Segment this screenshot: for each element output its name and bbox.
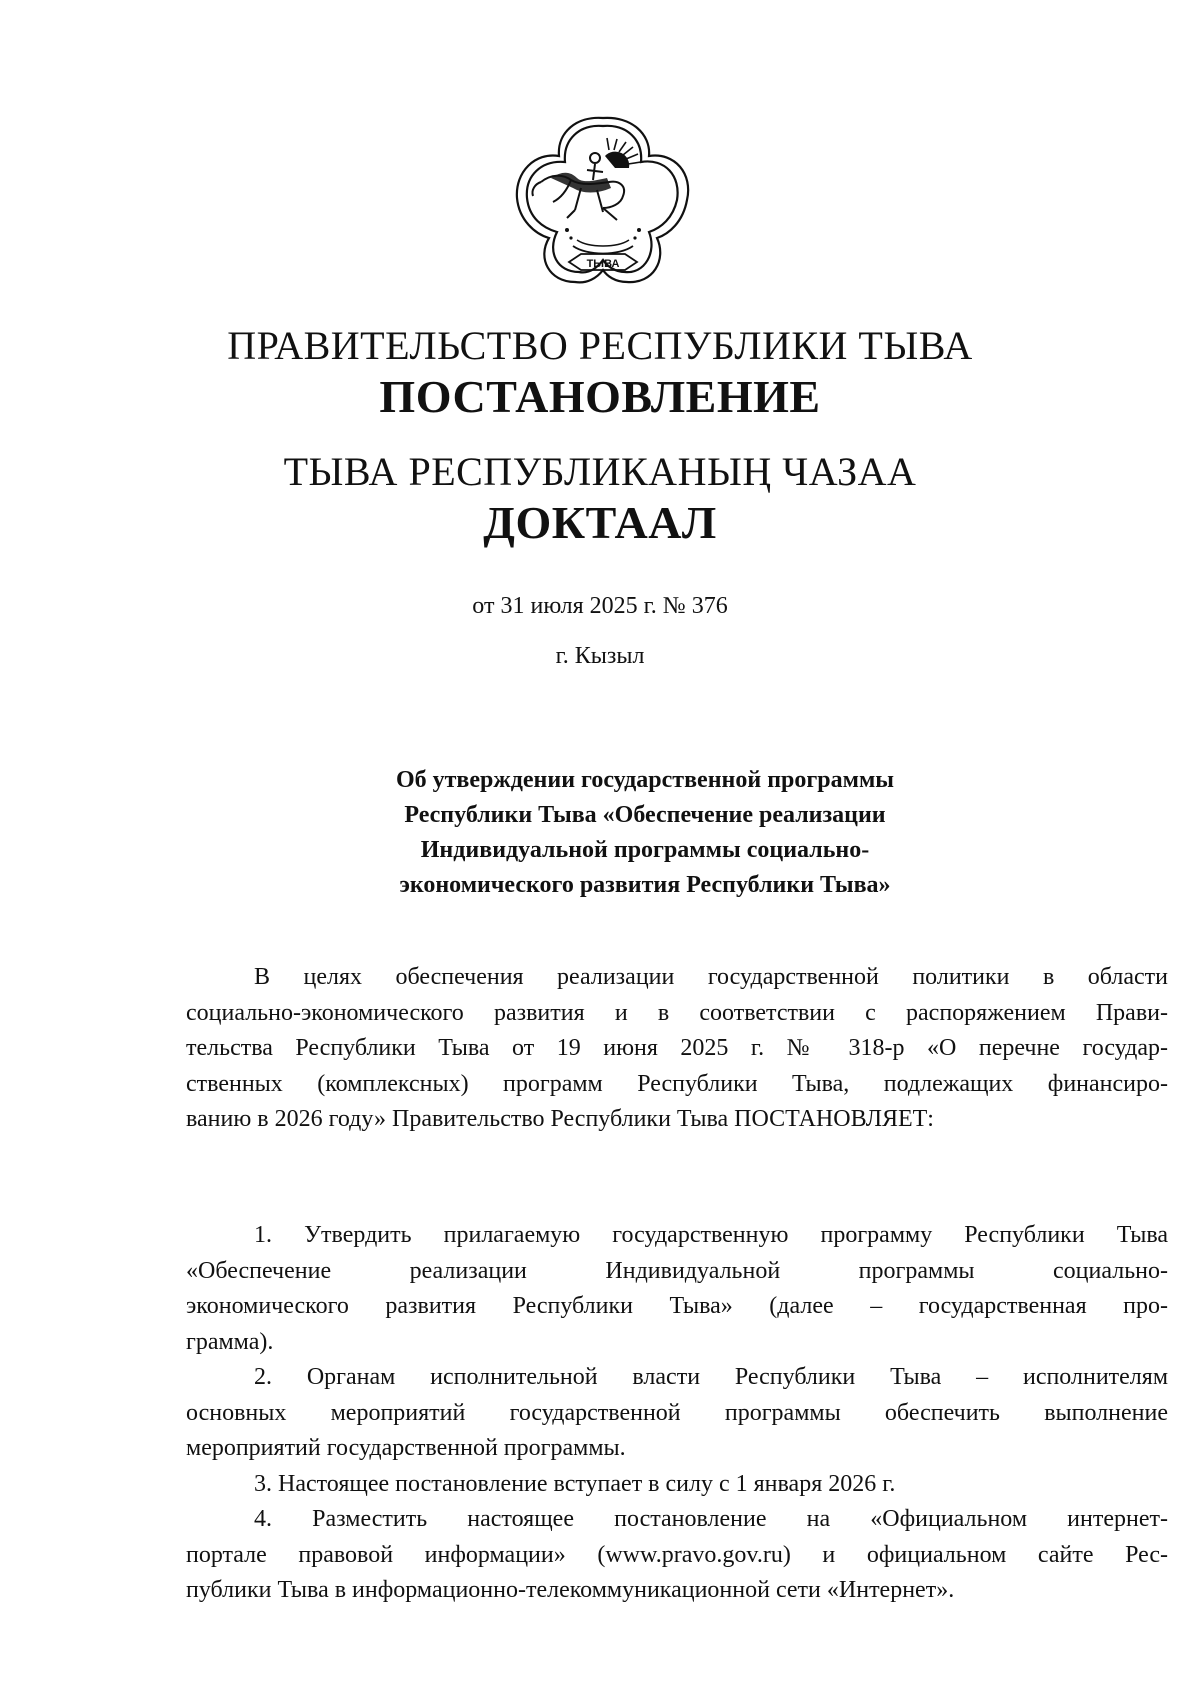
- title-line: Республики Тыва «Обеспечение реализации: [404, 802, 886, 828]
- text-line: 4. Разместить настоящее постановление на «Официальном интернет-: [254, 1506, 1168, 1532]
- text-line: портале правовой информации» (www.pravo.gov.ru) и официальном сайте Рес-: [186, 1541, 1168, 1568]
- government-name-tyv: ТЫВА РЕСПУБЛИКАНЫҢ ЧАЗАА: [283, 449, 917, 494]
- text-line: 2. Органам исполнительной власти Республики Тыва – исполнителям: [254, 1364, 1168, 1390]
- text-line: 1. Утвердить прилагаемую государственную программу Республики Тыва: [254, 1222, 1168, 1248]
- text-line: ванию в 2026 году» Правительство Республики Тыва ПОСТАНОВЛЯЕТ:: [186, 1106, 934, 1132]
- title-line: Индивидуальной программы социально-: [420, 837, 870, 863]
- text-line: грамма).: [186, 1328, 274, 1355]
- resolution-item-4: [186, 1502, 1168, 1609]
- text-line: социально-экономического развития и в соответствии с распоряжением Прави-: [186, 999, 1168, 1026]
- tuva-coat-of-arms-icon: [511, 112, 695, 290]
- resolution-item-2: [186, 1360, 1168, 1467]
- document-city: г. Кызыл: [555, 643, 645, 669]
- resolution-heading-tyv: ДОКТААЛ: [483, 497, 717, 548]
- resolution-item-3: [186, 1467, 1168, 1503]
- text-line: тельства Республики Тыва от 19 июня 2025 г. № 318-р «О перечне государ-: [186, 1035, 1168, 1061]
- document-title: [320, 763, 970, 903]
- government-name-ru: ПРАВИТЕЛЬСТВО РЕСПУБЛИКИ ТЫВА: [227, 323, 973, 368]
- text-line: 3. Настоящее постановление вступает в силу с 1 января 2026 г.: [254, 1470, 896, 1497]
- emblem-label: ТЫВА: [586, 258, 620, 270]
- text-line: В целях обеспечения реализации государственной политики в области: [254, 964, 1168, 990]
- resolution-heading-ru: ПОСТАНОВЛЕНИЕ: [379, 371, 821, 422]
- text-line: «Обеспечение реализации Индивидуальной программы социально-: [186, 1257, 1168, 1284]
- text-line: публики Тыва в информационно-телекоммуникационной сети «Интернет».: [186, 1577, 955, 1603]
- document-date-number: от 31 июля 2025 г. № 376: [472, 593, 728, 619]
- title-line: Об утверждении государственной программы: [395, 767, 895, 793]
- text-line: экономического развития Республики Тыва» (далее – государственная про-: [186, 1293, 1168, 1319]
- title-line: экономического развития Республики Тыва»: [399, 872, 891, 898]
- text-line: ственных (комплексных) программ Республики Тыва, подлежащих финансиро-: [186, 1070, 1168, 1097]
- text-line: основных мероприятий государственной программы обеспечить выполнение: [186, 1399, 1168, 1426]
- resolution-items: [186, 1218, 1168, 1609]
- preamble-paragraph: [186, 960, 1168, 1138]
- text-line: мероприятий государственной программы.: [186, 1435, 626, 1461]
- resolution-item-1: [186, 1218, 1168, 1360]
